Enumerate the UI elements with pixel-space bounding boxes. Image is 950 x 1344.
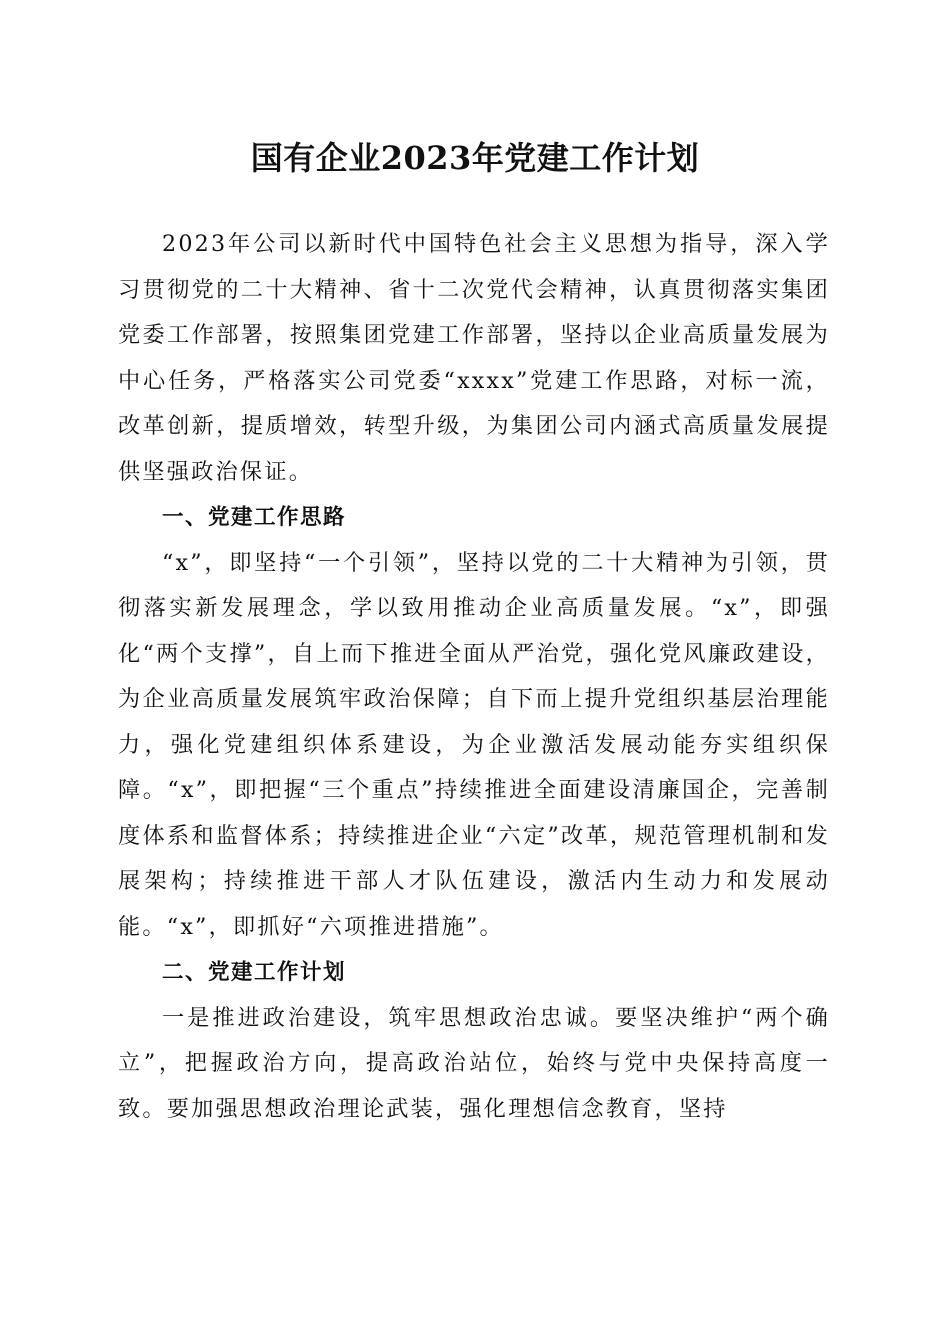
plan-paragraph-1: 一是推进政治建设，筑牢思想政治忠诚。要坚决维护“两个确立”，把握政治方向，提高政治站位，始终与党中央保持高度一致。要加强思想政治理论武装，强化理想信念教育，坚持	[118, 1004, 830, 1122]
document-title: 国有企业2023年党建工作计划	[250, 139, 700, 177]
approach-paragraph: “x”，即坚持“一个引领”，坚持以党的二十大精神为引领，贯彻落实新发展理念，学以致用推动企业高质量发展。“x”，即强化“两个支撑”，自上而下推进全面从严治党，强化党风廉政建设，为企业高质量发展筑牢政治保障；自下而上提升党组织基层治理能力，强化党建组织体系建设，为企业激活发展动能夯实组织保障。“x”，即把握“三个重点”持续推进全面建设清廉国企，完善制度体系和监督体系；持续推进企业“六定”改革，规范管理机制和发展架构；持续推进干部人才队伍建设，激活内生动力和发展动能。“x”，即抓好“六项推进措施”。	[118, 549, 830, 940]
document-body	[118, 222, 830, 1132]
section-heading-approach: 一、党建工作思路	[162, 505, 347, 530]
section-heading-plan: 二、党建工作计划	[162, 960, 347, 985]
intro-paragraph: 2023年公司以新时代中国特色社会主义思想为指导，深入学习贯彻党的二十大精神、省十二次党代会精神，认真贯彻落实集团党委工作部署，按照集团党建工作部署，坚持以企业高质量发展为中心任务，严格落实公司党委“xxxx”党建工作思路，对标一流，改革创新，提质增效，转型升级，为集团公司内涵式高质量发展提供坚强政治保证。	[118, 231, 830, 485]
